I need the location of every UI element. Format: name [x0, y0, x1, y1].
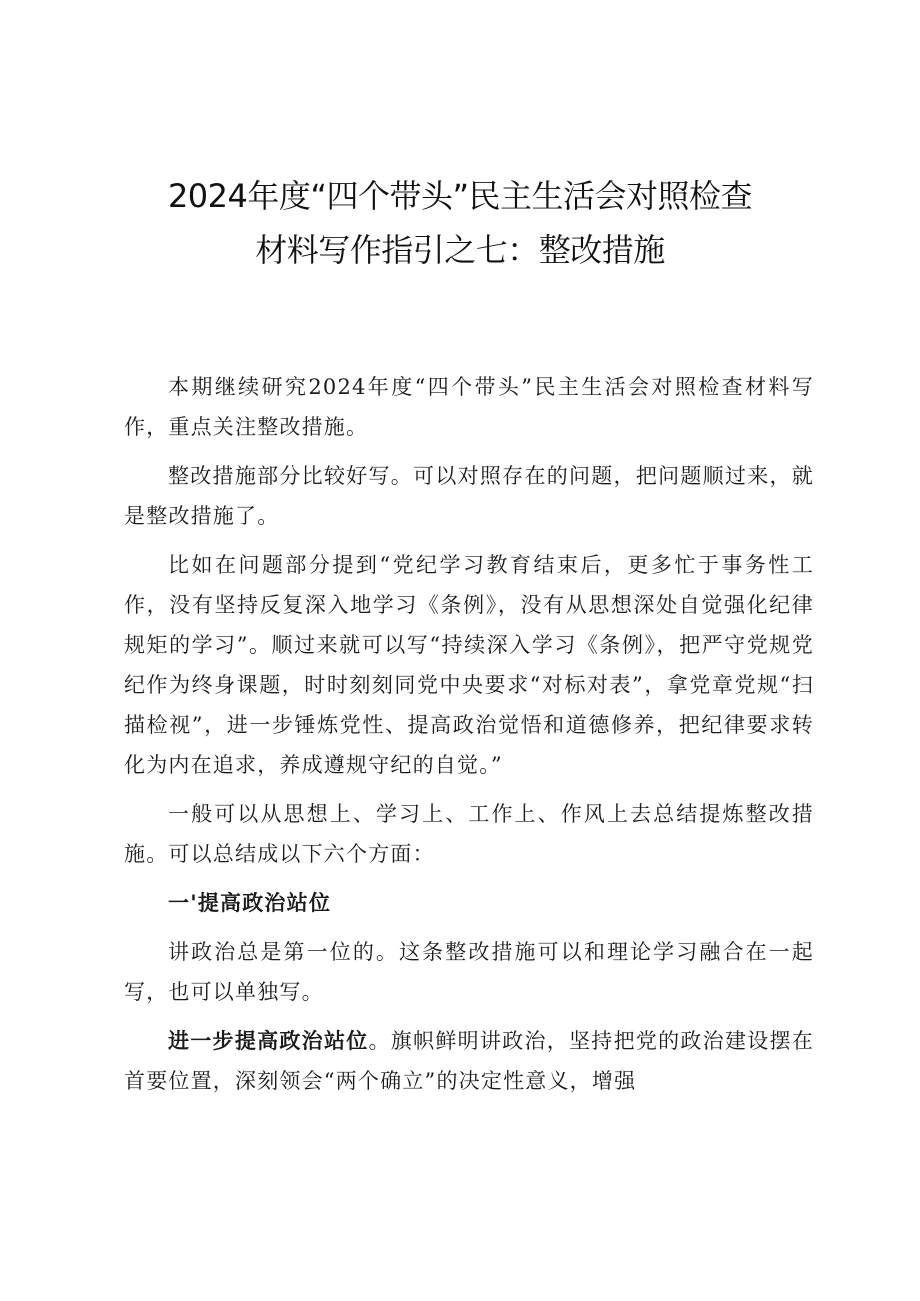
document-title-line-1: 2024年度“四个带头”民主生活会对照检查: [167, 177, 753, 215]
paragraph-aspects: 一般可以从思想上、学习上、工作上、作风上去总结提炼整改措施。可以总结成以下六个方面：: [124, 802, 814, 866]
paragraph-final-lead: 进一步提高政治站位: [168, 1028, 369, 1053]
paragraph-example: 比如在问题部分提到“党纪学习教育结束后，更多忙于事务性工作，没有坚持反复深入地学习《条例》，没有从思想深处自觉强化纪律规矩的学习”。顺过来就可以写“持续深入学习《条例》，把严守党规党纪作为终身课题，时时刻刻同党中央要求“对标对表”，拿党章党规“扫描检视”，进一步锤炼党性、提高政治觉悟和道德修养，把纪律要求转化为内在追求，养成遵规守纪的自觉。”: [124, 553, 814, 777]
paragraph-section: 讲政治总是第一位的。这条整改措施可以和理论学习融合在一起写，也可以单独写。: [124, 940, 814, 1004]
paragraph-overview: 整改措施部分比较好写。可以对照存在的问题，把问题顺过来，就是整改措施了。: [124, 464, 814, 528]
document-body: [124, 367, 814, 1110]
paragraph-final: [124, 1021, 814, 1101]
document-title-line-2: 材料写作指引之七：整改措施: [255, 231, 665, 269]
paragraph-intro: 本期继续研究2024年度“四个带头”民主生活会对照检查材料写作，重点关注整改措施。: [124, 375, 814, 439]
section-heading: 一'提高政治站位: [168, 890, 332, 915]
paragraph-final-text: 。旗帜鲜明讲政治，坚持把党的政治建设摆在首要位置，深刻领会“两个确立”的决定性意义，增强: [124, 1029, 814, 1093]
